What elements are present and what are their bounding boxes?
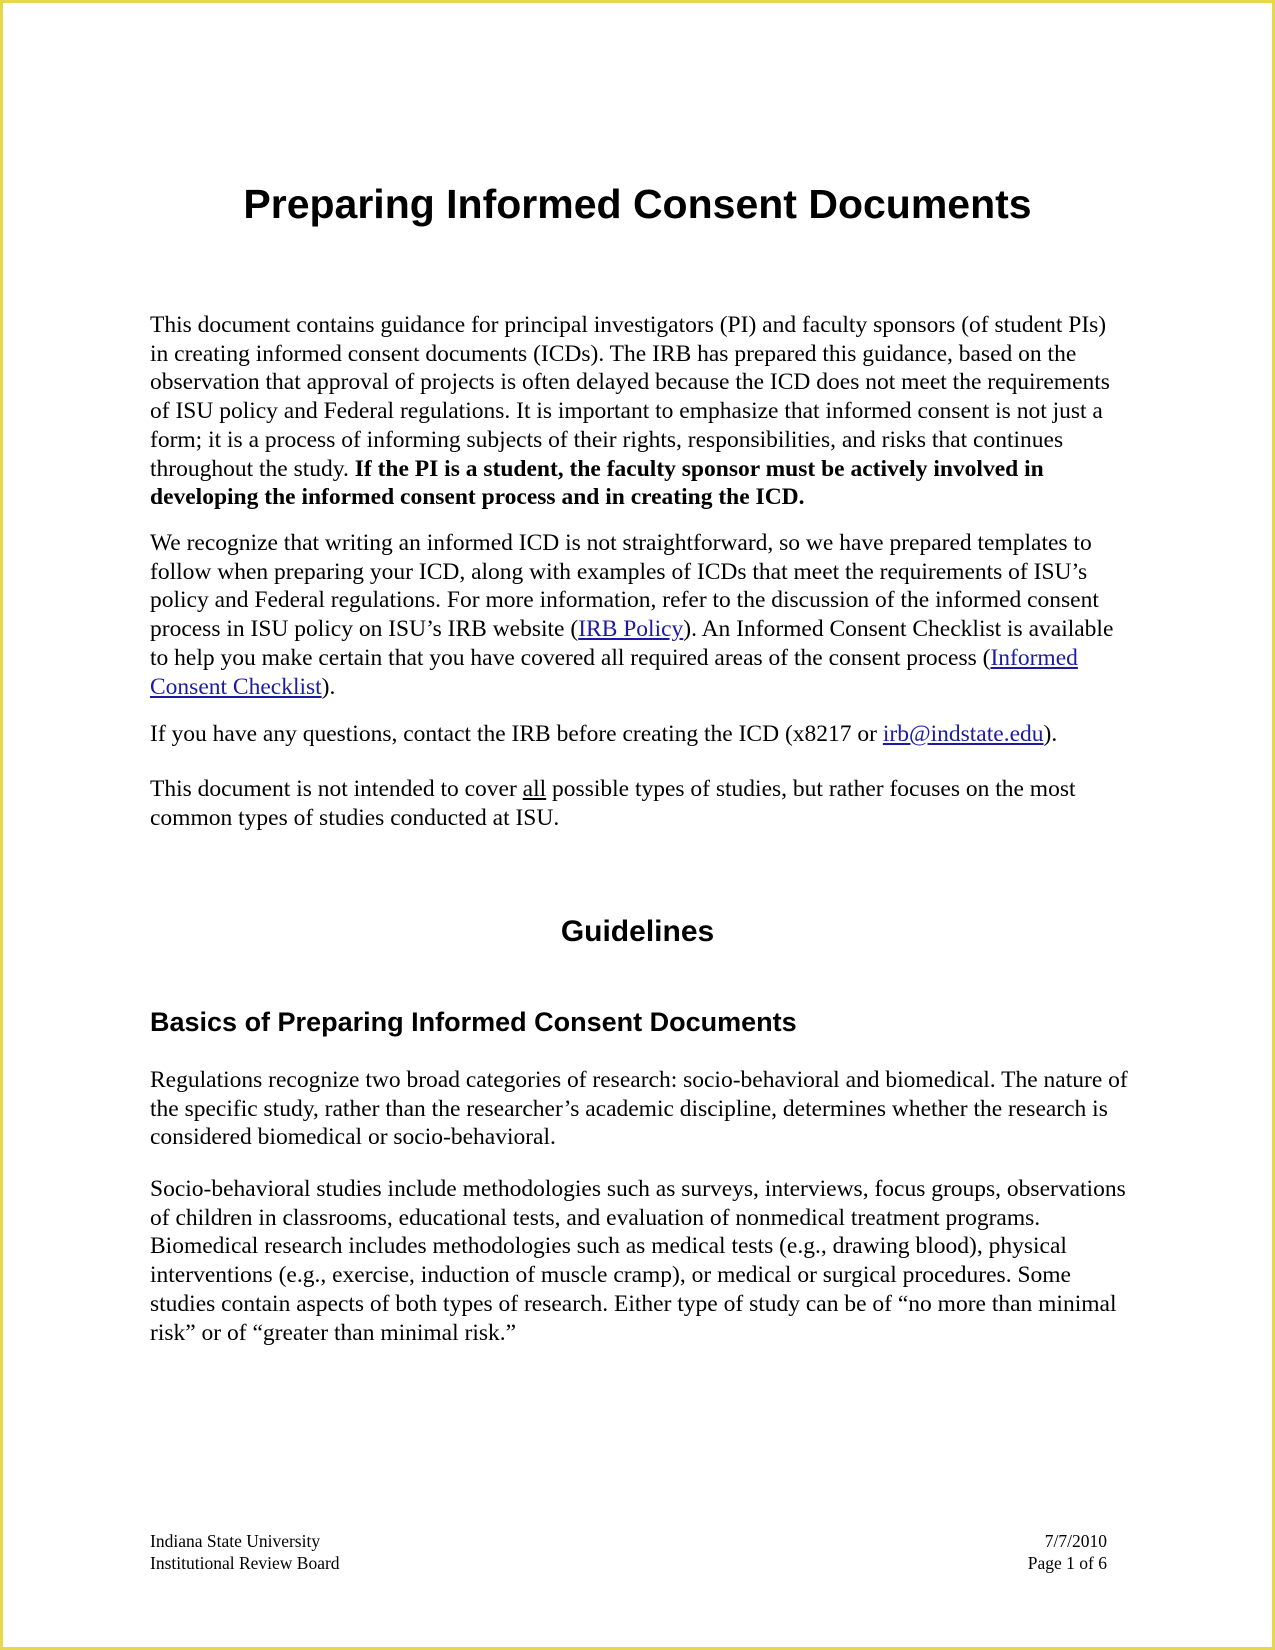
footer-page-number: Page 1 of 6 bbox=[1027, 1553, 1107, 1573]
intro-p4-underlined: all bbox=[522, 776, 547, 802]
footer-right bbox=[960, 1530, 1107, 1574]
intro-paragraph-4 bbox=[150, 775, 1130, 832]
guidelines-paragraph-1: Regulations recognize two broad categories of research: socio-behavioral and biomedical. The nature of the specific study, rather than the researcher’s academic discipline, determines whether the research is considered biomedical or socio-behavioral. bbox=[150, 1067, 1128, 1151]
intro-p4-text-b: possible types of studies, but rather focuses on the most common types of studies conducted at ISU. bbox=[150, 776, 1076, 831]
irb-email-link[interactable]: irb@indstate.edu bbox=[882, 721, 1044, 747]
intro-paragraph-3 bbox=[150, 720, 1130, 749]
footer-date: 7/7/2010 bbox=[1044, 1531, 1107, 1551]
document-title: Preparing Informed Consent Documents bbox=[243, 181, 1032, 227]
intro-p3-text-a: If you have any questions, contact the IRB before creating the ICD (x8217 or bbox=[150, 721, 883, 747]
guidelines-heading: Guidelines bbox=[560, 915, 715, 948]
intro-p1-bold: If the PI is a student, the faculty sponsor must be actively involved in developing the informed consent process and in creating the ICD. bbox=[150, 455, 1044, 511]
intro-p4-text-a: This document is not intended to cover bbox=[150, 776, 523, 802]
guidelines-paragraph-2: Socio-behavioral studies include methodologies such as surveys, interviews, focus groups, observations of children in classrooms, educational tests, and evaluation of nonmedical treatment programs. Biomedical research includes methodologies such as medical tests (e.g., drawing blood), physical interventions (e.g., exercise, induction of muscle cramp), or medical or surgical procedures. Some studies contain aspects of both types of research. Either type of study can be of “no more than minimal risk” or of “greater than minimal risk.” bbox=[150, 1176, 1126, 1346]
informed-consent-checklist-link[interactable]: Informed Consent Checklist bbox=[150, 644, 1078, 700]
intro-p2-text-b: ). An Informed Consent Checklist is available to help you make certain that you have covered all required areas of the consent process ( bbox=[150, 616, 1114, 671]
footer-left bbox=[150, 1530, 340, 1574]
basics-subheading: Basics of Preparing Informed Consent Documents bbox=[150, 1007, 797, 1037]
intro-paragraph-1 bbox=[150, 311, 1130, 512]
irb-policy-link[interactable]: IRB Policy bbox=[578, 616, 684, 643]
footer-board: Institutional Review Board bbox=[150, 1553, 340, 1573]
intro-paragraph-2 bbox=[150, 529, 1130, 701]
footer-university: Indiana State University bbox=[150, 1531, 321, 1551]
intro-p2-text-a: We recognize that writing an informed ICD is not straightforward, so we have prepared templates to follow when preparing your ICD, along with examples of ICDs that meet the requirements of ISU’s policy and Federal regulations. For more information, refer to the discussion of the informed consent process in ISU policy on ISU’s IRB website ( bbox=[150, 530, 1099, 643]
intro-p1-text: This document contains guidance for principal investigators (PI) and faculty sponsors (of student PIs) in creating informed consent documents (ICDs). The IRB has prepared this guidance, based on the observation that approval of projects is often delayed because the ICD does not meet the requirements of ISU policy and Federal regulations. It is important to emphasize that informed consent is not just a form; it is a process of informing subjects of their rights, responsibilities, and risks that continues throughout the study. bbox=[150, 312, 1110, 482]
intro-p2-text-c: ). bbox=[321, 673, 336, 700]
intro-p3-text-b: ). bbox=[1043, 721, 1058, 747]
